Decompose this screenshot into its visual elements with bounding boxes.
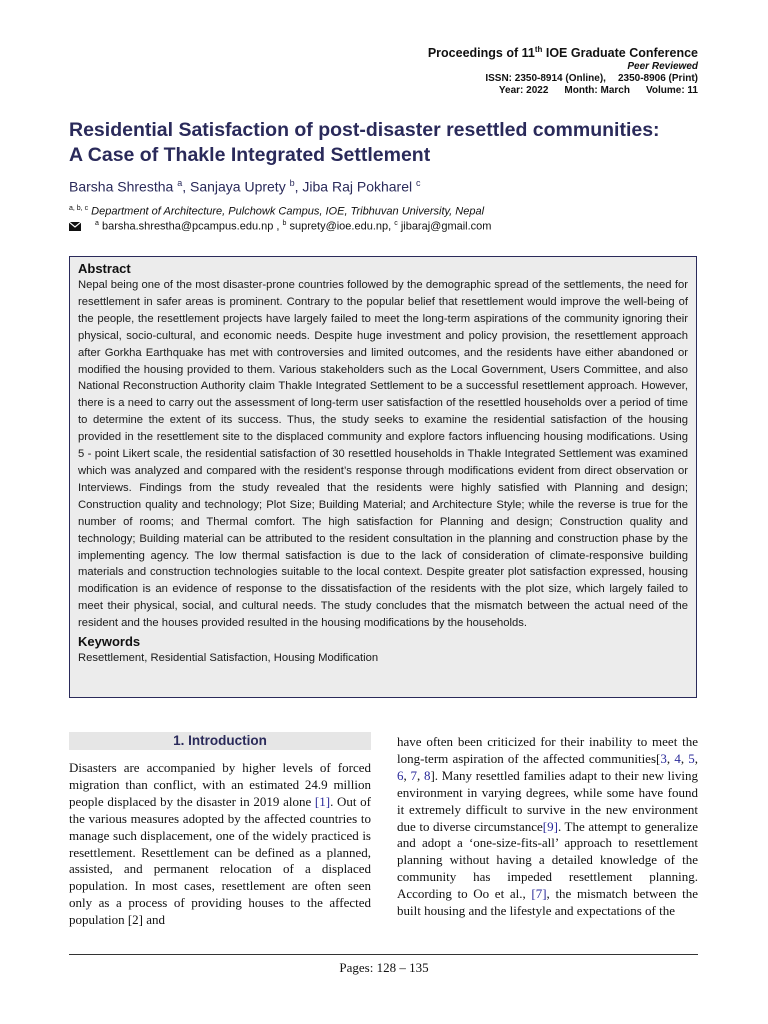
issn-line xyxy=(428,73,698,85)
email-address[interactable]: jibaraj@gmail.com xyxy=(400,220,492,233)
affiliation-text: Department of Architecture, Pulchowk Campus, IOE, Tribhuvan University, Nepal xyxy=(91,205,485,218)
email-address[interactable]: barsha.shrestha@pcampus.edu.np xyxy=(101,220,274,233)
paper-title-line2: A Case of Thakle Integrated Settlement xyxy=(69,144,431,166)
text-run: Disasters are accompanied by higher levels of forced migration than conflict, with an estimated 24.9 million people displaced by the disaster in 2019 alone xyxy=(69,760,371,809)
proceedings-title xyxy=(428,42,698,61)
author-list xyxy=(69,178,421,195)
intro-paragraph-left xyxy=(69,760,371,929)
peer-reviewed-label: Peer Reviewed xyxy=(627,61,698,73)
email-line xyxy=(69,220,491,233)
citation-link[interactable]: 3 xyxy=(660,750,667,766)
year: Year: 2022 xyxy=(498,85,549,97)
email-sup: b xyxy=(282,220,287,227)
paper-title xyxy=(69,118,709,168)
text-run: . The attempt to generalize and adopt a ‘one-size-fits-all’ approach to resettlement planning without having a detailed knowledge of the community has impeded resettlement planning. According to Oo et al., xyxy=(397,818,699,902)
proceedings-header xyxy=(428,42,698,97)
citation-link[interactable]: 8 xyxy=(423,767,431,783)
footer-divider xyxy=(69,954,698,955)
volume: Volume: 11 xyxy=(645,85,698,97)
left-column xyxy=(69,732,371,929)
keywords-text: Resettlement, Residential Satisfaction, Housing Modification xyxy=(78,652,379,665)
text-run: ]. Many resettled families adapt to their new living environment in varying degrees, while some have found it extremely difficult to survive in the new environment due to diverse circumstance xyxy=(397,767,699,834)
paper-title-line1: Residential Satisfaction of post-disaster resettled communities: xyxy=(69,119,660,141)
citation-link[interactable]: 7 xyxy=(410,767,417,783)
text-run: , xyxy=(666,750,675,766)
author-separator: , xyxy=(182,178,190,195)
abstract-text: Nepal being one of the most disaster-prone countries followed by the demographic spread of the settlements, the need for resettlement in safer areas is prominent. Contrary to the popular belief that resettlement would improve the well-being of the people, the resettlement projects have largely failed to meet the long-term aspirations of the community ignoring their physical, socio-cultural, and economic needs. Despite huge investment and policy provision, the resettlement approach after Gorkha Earthquake has met with controversies and limited outcomes, and the residents have either abandoned or modified the housing provided to them. Various stakeholders such as the Local Government, Users Committee, and also National Reconstruction Authority claim Thakle Integrated Settlement to be a successful resettlement approach. However, there is a need to carry out the assessment of long-term user satisfaction of the resettled households over a period of time to determine the extent of its success. Thus, the study seeks to examine the residential satisfaction of the housing provided in the resettlement site to the displaced community and explore factors influencing housing modifications. Using 5 - point Likert scale, the residential satisfaction of 30 resettled households in Thakle Integrated Settlement was examined which was analyzed and compared with the resident’s response through modifications evident from direct observation or Interviews. Findings from the study revealed that the residents were highly satisfied with Planning and design; Construction quality and technology; Plot Size; Building Material; and Architecture Style; while the reverse is true for the number of rooms; and Thermal comfort. The high satisfaction for Planning and design; Construction quality and technology; Building material can be attributed to the resident consultation in the planning and construction phase by the implementing agency. The low thermal satisfaction is due to the lack of consideration of climate-responsive building materials and construction technologies suitable to the local context. Despite greater plot satisfaction expressed, housing modification is an evidence of response to the dissatisfaction of the residents with the plot size, which largely failed to meet their physical, social, and cultural needs. The study concludes that the mismatch between the actual need of the resident and the houses provided resulted in the housing modifications by the households. xyxy=(78,279,688,630)
citation-link[interactable]: [1] xyxy=(314,793,331,809)
proceedings-title-pre: Proceedings of 11 xyxy=(427,46,535,61)
text-run: have often been criticized for their inability to meet the long-term aspiration of the affected communities[ xyxy=(397,734,698,766)
text-run: , xyxy=(680,750,689,766)
issn-online: ISSN: 2350-8914 (Online), xyxy=(485,73,606,85)
page-range: Pages: 128 – 135 xyxy=(339,960,429,975)
email-separator: , xyxy=(273,220,283,233)
citation-link[interactable]: [7] xyxy=(531,886,547,902)
issn-print: 2350-8906 (Print) xyxy=(617,73,698,85)
author-name: Sanjaya Uprety xyxy=(189,178,286,195)
year-month-volume xyxy=(428,85,698,97)
email-sup: a xyxy=(95,220,99,227)
author-separator: , xyxy=(294,178,303,195)
citation-link[interactable]: 4 xyxy=(674,750,681,766)
right-column xyxy=(397,734,698,920)
affiliation xyxy=(69,205,484,218)
abstract-heading: Abstract xyxy=(78,261,131,276)
citation-link[interactable]: [9] xyxy=(542,818,558,834)
intro-paragraph-right xyxy=(397,734,698,920)
author-sup: c xyxy=(416,178,421,188)
email-address[interactable]: suprety@ioe.edu.np xyxy=(289,220,389,233)
author-name: Barsha Shrestha xyxy=(69,178,174,195)
abstract-box xyxy=(69,256,697,698)
text-run: , xyxy=(694,750,699,766)
affiliation-sup: a, b, c xyxy=(69,205,89,212)
author-sup: a xyxy=(177,178,183,188)
proceedings-title-post: IOE Graduate Conference xyxy=(542,46,698,61)
text-run: , xyxy=(403,767,411,783)
citation-link[interactable]: 6 xyxy=(397,767,404,783)
proceedings-title-sup: th xyxy=(534,45,543,54)
author-sup: b xyxy=(289,178,295,188)
email-separator: , xyxy=(388,220,395,233)
text-run: . Out of the various measures adopted by the affected countries to manage such displacement, one of the widely practiced is resettlement. Resettlement can be defined as a planned, assisted, and permanent relocation of a displaced population. In most cases, resettlement are often seen only as a process of providing houses to the affected population [2] and xyxy=(69,793,371,928)
citation-link[interactable]: 5 xyxy=(688,750,695,766)
text-run: , xyxy=(416,767,424,783)
email-sup: c xyxy=(394,220,398,227)
envelope-icon xyxy=(69,222,81,231)
author-name: Jiba Raj Pokharel xyxy=(302,178,413,195)
month: Month: March xyxy=(564,85,630,97)
section-heading-introduction: 1. Introduction xyxy=(69,732,371,750)
keywords-heading: Keywords xyxy=(78,634,141,650)
text-run: , the mismatch between the built housing and the lifestyle and expectations of the xyxy=(397,886,699,919)
